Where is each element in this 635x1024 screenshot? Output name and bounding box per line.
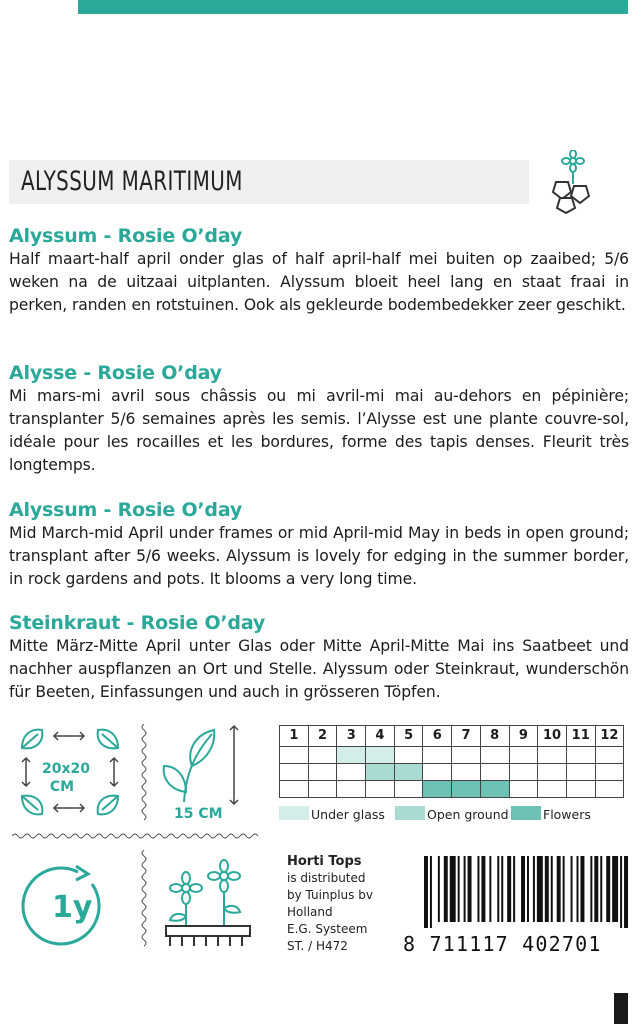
wavy-divider	[12, 832, 262, 840]
distributor-line: E.G. Systeem	[287, 922, 368, 936]
barcode-bar	[501, 856, 503, 922]
month-1: 1	[280, 726, 309, 747]
barcode-bar	[594, 856, 598, 922]
barcode-bar	[571, 856, 573, 922]
legend-swatch-flowers	[511, 806, 541, 820]
distributor-name: Horti Tops	[287, 854, 362, 869]
page-title: ALYSSUM MARITIMUM	[21, 166, 243, 197]
section-heading: Alyssum - Rosie O’day	[9, 499, 243, 521]
barcode-bar	[513, 856, 515, 922]
distributor-info	[287, 853, 373, 955]
section-heading: Alysse - Rosie O’day	[9, 362, 222, 384]
edge-marker	[614, 993, 628, 1024]
flowers-in-planter-icon	[160, 856, 256, 952]
barcode-bar	[563, 856, 565, 922]
barcode-bar	[477, 856, 479, 922]
month-5: 5	[394, 726, 423, 747]
section-english	[9, 498, 629, 591]
month-12: 12	[595, 726, 624, 747]
barcode-bar	[624, 856, 628, 928]
barcode-bar	[557, 856, 561, 922]
barcode-bar	[545, 856, 549, 922]
barcode-bar	[600, 856, 602, 922]
month-3: 3	[337, 726, 366, 747]
month-4: 4	[366, 726, 395, 747]
barcode-bar	[481, 856, 485, 922]
plant-height-icon	[156, 722, 252, 808]
month-7: 7	[452, 726, 481, 747]
barcode-bar	[489, 856, 491, 922]
month-9: 9	[509, 726, 538, 747]
barcode-bar	[444, 856, 448, 922]
barcode-bar	[533, 856, 535, 922]
month-10: 10	[538, 726, 567, 747]
barcode-bar	[577, 856, 579, 922]
calendar-row-open-ground	[280, 764, 624, 781]
spacing-value: 20x20	[42, 761, 90, 777]
section-text: Mitte März-Mitte April unter Glas oder Mitte April-Mitte Mai ins Saatbeet und nachher auspflanzen an Ort und Stelle. Alyssum oder Steinkraut, wunderschön für Beeten, Einfassungen und auch in grösseren Töpfen.	[9, 637, 629, 701]
barcode-bar	[620, 856, 622, 928]
barcode-bar	[606, 856, 610, 922]
barcode-bar	[430, 856, 432, 928]
section-text: Half maart-half april onder glas of half april-half mei buiten op zaaibed; 5/6 weken na de uitzaai uitplanten. Alyssum bloeit heel lang en staat fraai in perken, randen en rotstuinen. Ook als gekleurde bodembedekker zeer geschikt.	[9, 250, 629, 314]
legend-swatch-under-glass	[279, 806, 309, 820]
distributor-line: by Tuinplus bv	[287, 888, 373, 902]
barcode-bar	[438, 856, 440, 922]
top-accent-bar	[78, 0, 628, 14]
barcode-bar	[464, 856, 466, 922]
section-dutch	[9, 224, 629, 317]
distributor-line: Holland	[287, 905, 333, 919]
legend-flowers: Flowers	[543, 807, 591, 822]
section-french	[9, 361, 629, 477]
wavy-divider-vertical	[140, 850, 148, 950]
barcode-bar	[507, 856, 511, 922]
sowing-calendar	[279, 725, 624, 798]
section-german	[9, 611, 629, 704]
barcode	[424, 856, 628, 928]
height-label: 15 CM	[174, 806, 223, 822]
lifecycle-label: 1y	[52, 890, 93, 925]
month-6: 6	[423, 726, 452, 747]
section-text: Mi mars-mi avril sous châssis ou mi avril-mi mai au-dehors en pépinière; transplanter 5/6 semaines après les semis. l’Alysse est une plante couvre-sol, idéale pour les rocailles et les bordures, forme des tapis denses. Fleurit très longtemps.	[9, 387, 629, 474]
spacing-unit: CM	[49, 779, 75, 795]
distributor-line: ST. / H472	[287, 939, 348, 953]
calendar-row-under-glass	[280, 747, 624, 764]
barcode-bar	[527, 856, 529, 922]
month-8: 8	[480, 726, 509, 747]
section-heading: Alyssum - Rosie O’day	[9, 225, 243, 247]
title-band	[9, 160, 529, 204]
barcode-bar	[424, 856, 428, 928]
barcode-bar	[580, 856, 584, 922]
section-text: Mid March-mid April under frames or mid April-mid May in beds in open ground; transplant after 5/6 weeks. Alyssum is lovely for edging in the summer border, in rock gardens and pots. It blooms a very long time.	[9, 524, 629, 588]
legend-open-ground: Open ground	[427, 807, 509, 822]
wavy-divider-vertical	[140, 724, 148, 824]
barcode-bar	[537, 856, 543, 922]
spacing-label	[42, 760, 90, 796]
barcode-bar	[612, 856, 618, 922]
legend-under-glass: Under glass	[311, 807, 385, 822]
seed-flower-logo-icon	[546, 150, 600, 214]
barcode-bar	[497, 856, 499, 922]
month-11: 11	[566, 726, 595, 747]
barcode-bar	[521, 856, 525, 922]
barcode-number: 8 711117 402701	[403, 932, 602, 956]
distributor-line: is distributed	[287, 871, 366, 885]
calendar-row-flowers	[280, 781, 624, 798]
section-heading: Steinkraut - Rosie O’day	[9, 612, 266, 634]
barcode-bar	[590, 856, 592, 922]
barcode-bar	[458, 856, 460, 922]
month-2: 2	[308, 726, 337, 747]
barcode-bar	[450, 856, 456, 922]
legend-swatch-open-ground	[395, 806, 425, 820]
barcode-bar	[468, 856, 472, 922]
barcode-bar	[551, 856, 553, 922]
